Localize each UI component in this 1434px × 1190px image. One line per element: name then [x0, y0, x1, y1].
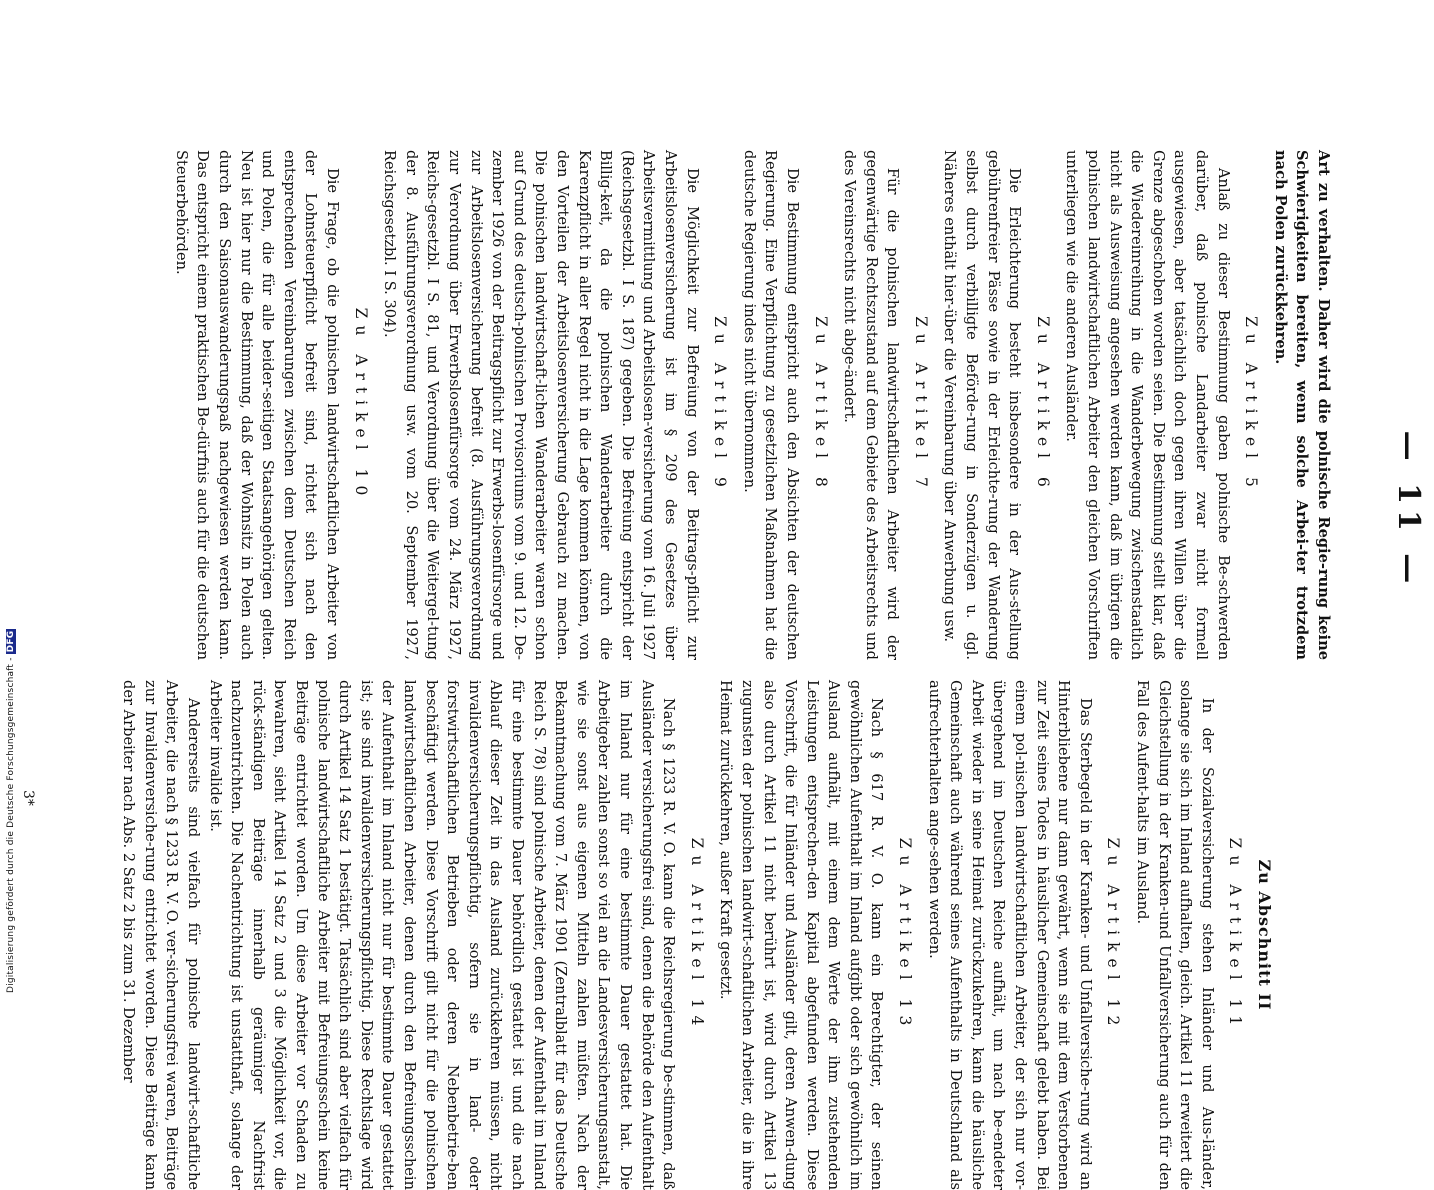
article-11-text: In der Sozialversicherung stehen Inländer und Aus-länder, solange sie sich im Inland aufhalten, gleich. Artikel 11 erweitert die Gleichstellung in der Kranken-und Unfallversicherung auch für den Fall des Aufent-halts im Ausland.: [1134, 680, 1216, 1190]
article-14-text-continued: Andererseits sind vielfach für polnische landwirt-schaftliche Arbeiter, die nach § 1233 R. V. O. ver-sicherungsfrei waren, Beiträge zur Invalidenversiche-rung entrichtet worden. Diese Beiträge kann der Arbeiter nach Abs. 2 Satz 2 bis zum 31. Dezember: [120, 680, 203, 1190]
article-10-text: Die Frage, ob die polnischen landwirtschaftlichen Arbeiter von der Lohnsteuerpflicht befreit sind, richtet sich nach den entsprechenden Vereinbarungen zwischen dem Deutschen Reich und Polen, die für alle beider-seitigen Staatsangehörigen gelten. Neu ist hier nur die Bestimmung, daß der Wohnsitz in Polen auch durch den Saisonauswanderungspaß nachgewiesen werden kann. Das entspricht einem praktischen Be-dürfnis auch für die deutschen Steuerbehörden.: [172, 150, 342, 660]
credit-text: Digitalisierung gefördert durch die Deutsche Forschungsgemeinschaft -: [6, 657, 16, 993]
article-5-heading: Zu Artikel 5: [1242, 316, 1261, 494]
article-6-heading: Zu Artikel 6: [1033, 316, 1052, 494]
intro-paragraph: Art zu verhalten. Daher wird die polnische Regie-rung keine Schwierigkeiten bereiten, wenn solche Arbei-ter trotzdem nach Polen zurückkehren.: [1271, 150, 1332, 660]
article-8-text: Die Bestimmung entspricht auch den Absichten der deutschen Regierung. Eine Verpflichtung zu gesetzlichen Maßnahmen hat die deutsche Regierung indes nicht übernommen.: [740, 150, 801, 660]
article-13-heading: Zu Artikel 13: [896, 837, 915, 1033]
article-5-text: Anlaß zu dieser Bestimmung gaben polnische Be-schwerden darüber, daß polnische Landarbeiter zwar nicht formell ausgewiesen, aber tatsächlich doch gegen ihren Willen über die Grenze abgeschoben worden seien. Die Bestimmung stellt klar, daß die Wiedereinreihung in die Wanderbewegung zwischenstaatlich nicht als Ausweisung angesehen werden kann, daß im übrigen die polnischen landwirtschaftlichen Arbeiter den gleichen Vorschriften unterliegen wie die anderen Ausländer.: [1063, 150, 1232, 660]
article-7-text: Für die polnischen landwirtschaftlichen Arbeiter wird der gegenwärtige Rechtszustand auf dem Gebiete des Arbeitsrechts und des Vereinsrechts nicht abge-ändert.: [841, 150, 902, 660]
article-14-text: Nach § 1233 R. V. O. kann die Reichsregierung be-stimmen, daß Ausländer versicherungsfrei sind, denen die Behörde den Aufenthalt im Inland nur für eine bestimmte Dauer gestattet hat. Die Arbeitgeber zahlen sonst so viel an die Landesversicherungsanstalt, wie sie sonst aus eigenen Mitteln zahlen müßten. Nach der Bekanntmachung vom 7. März 1901 (Zentralblatt für das Deutsche Reich S. 78) sind polnische Arbeiter, denen der Aufenthalt im Inland für eine bestimmte Dauer behördlich gestattet ist und die nach Ablauf dieser Zeit in das Ausland zurückkehren müssen, nicht invalidenversicherungspflichtig, sofern sie in land- oder forstwirtschaftlichen Betrieben oder deren Nebenbetrie-ben beschäftigt werden. Diese Vorschrift gilt nicht für die polnischen landwirtschaftlichen Arbeiter, denen durch den Befreiungsschein der Aufenthalt im Inland nicht nur für bestimmte Dauer gestattet ist; sie sind invalidenversicherungspflichtig. Diese Rechtslage wird durch Artikel 14 Satz 1 bestätigt. Tatsächlich sind aber vielfach für polnische landwirtschaftliche Arbeiter mit Befreiungsschein keine Beiträge entrichtet worden. Um diese Arbeiter vor Schaden zu bewahren, sieht Artikel 14 Satz 2 und 3 die Möglichkeit vor, die rück-ständigen Beiträge innerhalb geräumiger Nachfrist nachzuentrichten. Die Nachentrichtung ist unstatthaft, solange der Arbeiter invalide ist.: [206, 680, 678, 1190]
article-14-heading: Zu Artikel 14: [687, 837, 706, 1033]
dfg-logo: DFG: [6, 630, 16, 653]
article-10-heading: Zu Artikel 10: [351, 307, 370, 503]
digitization-credit: [6, 629, 16, 993]
article-6-text: Die Erleichterung besteht insbesondere in der Aus-stellung gebührenfreier Pässe sowie in der Erleichte-rung der Wanderung selbst durch verbilligte Beförde-rung in Sonderzügen u. dgl. Näheres enthält hier-über die Vereinbarung über Anwerbung usw.: [941, 150, 1024, 660]
section-heading: Zu Abschnitt II: [1255, 859, 1274, 1011]
article-9-heading: Zu Artikel 9: [711, 316, 730, 494]
article-13-text: Nach § 617 R. V. O. kann ein Berechtigter, der seinen gewöhnlichen Aufenthalt im Inland aufgibt oder sich gewöhnlich im Ausland aufhält, mit einem dem Werte der ihm zustehenden Leistungen entsprechen-den Kapital abgefunden werden. Diese Vorschrift, die für Inländer und Ausländer gilt, deren Anwen-dung also durch Artikel 11 nicht berührt ist, wird durch Artikel 13 zugunsten der polnischen landwirt-schaftlichen Arbeiter, die in ihre Heimat zurückkehren, außer Kraft gesetzt.: [717, 680, 886, 1190]
page-number: — 11 —: [1391, 430, 1426, 590]
right-column: [118, 680, 1279, 1190]
left-column: [170, 150, 1334, 660]
article-11-heading: Zu Artikel 11: [1226, 837, 1245, 1033]
article-12-heading: Zu Artikel 12: [1104, 837, 1123, 1033]
article-12-text: Das Sterbegeld in der Kranken- und Unfallversiche-rung wird an Hinterbliebene nur dann gewährt, wenn sie mit dem Verstorbenen zur Zeit seines Todes in häuslicher Gemeinschaft gelebt haben. Bei einem pol-nischen landwirtschaftlichen Arbeiter, der sich nur vor-übergehend im Deutschen Reiche aufhält, um nach be-endeter Arbeit wieder in seine Heimat zurückzukehren, kann die häusliche Gemeinschaft auch während seines Aufenthalts in Deutschland als aufrechterhalten ange-sehen werden.: [925, 680, 1094, 1190]
article-8-heading: Zu Artikel 8: [811, 316, 830, 494]
signature-mark: 3*: [20, 790, 36, 806]
article-9-text: Die Möglichkeit zur Befreiung von der Beitrags-pflicht zur Arbeitslosenversicherung ist im § 209 des Gesetzes über Arbeitsvermittlung und Arbeitslosen-versicherung vom 16. Juli 1927 (Reichsgesetzbl. I S. 187) gegeben. Die Befreiung entspricht der Billig-keit, da die polnischen Wanderarbeiter durch die Karenzpflicht in aller Regel nicht in die Lage kommen können, von den Vorteilen der Arbeitslosenversicherung Gebrauch zu machen. Die polnischen landwirtschaft-lichen Wanderarbeiter waren schon auf Grund des deutsch-polnischen Provisoriums vom 9. und 12. De-zember 1926 von der Beitragspflicht zur Erwerbs-losenfürsorge und zur Arbeitslosenversicherung befreit (8. Ausführungsverordnung zur Verordnung über Erwerbslosenfürsorge vom 24. März 1927, Reichs-gesetzbl. I S. 81, und Verordnung über die Weitergel-tung der 8. Ausführungsverordnung usw. vom 20. September 1927, Reichsgesetzbl. I S. 304).: [381, 150, 701, 660]
article-7-heading: Zu Artikel 7: [911, 316, 930, 494]
